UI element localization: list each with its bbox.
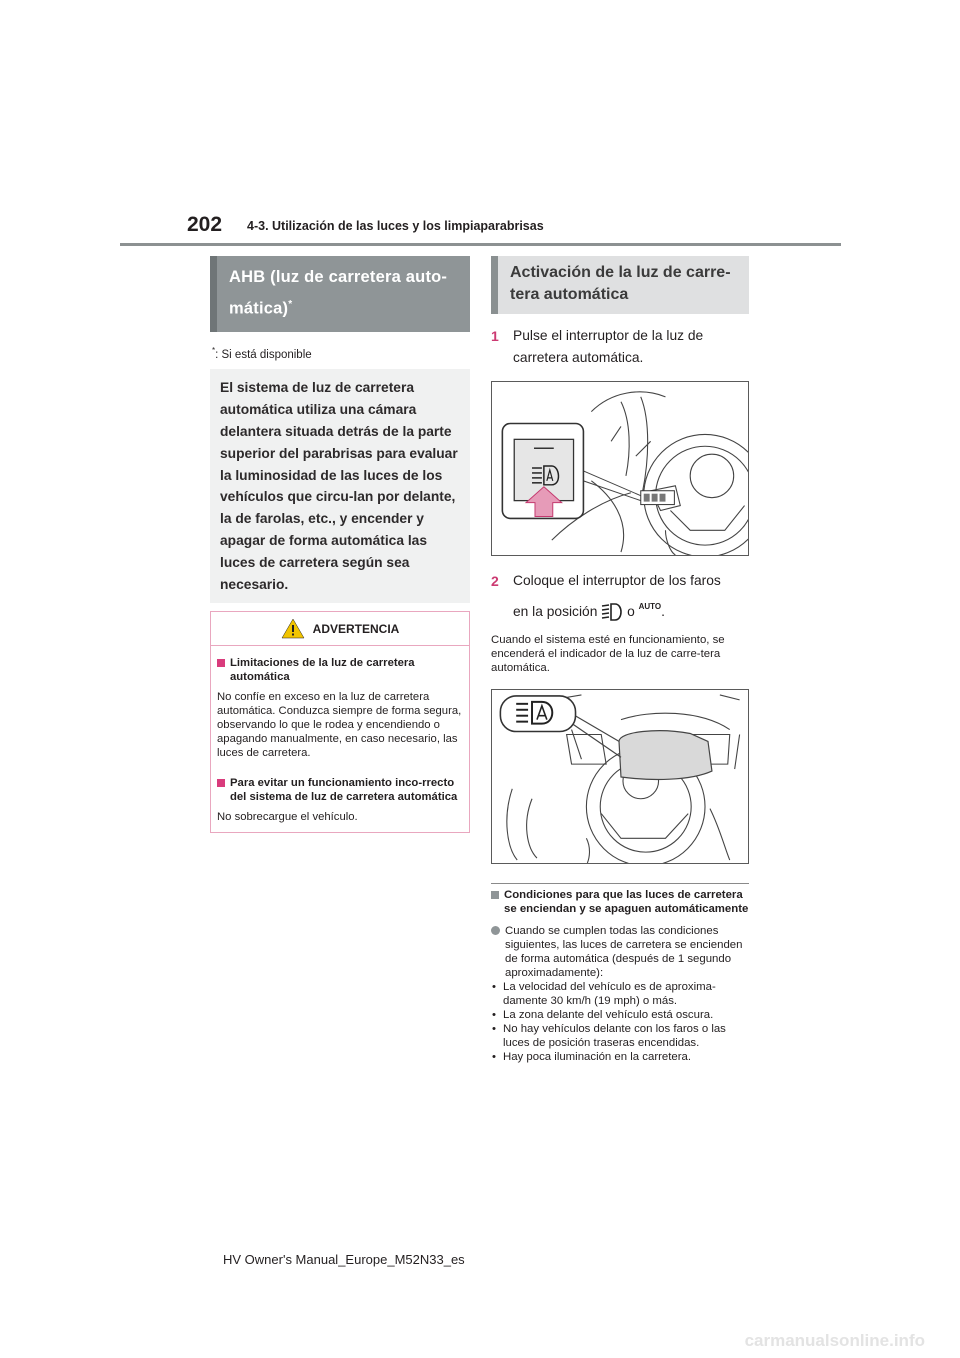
step-2-text-or: o bbox=[627, 604, 635, 619]
high-beam-icon bbox=[601, 602, 623, 622]
conditions-title: Condiciones para que las luces de carretera se enciendan y se apaguen automáticamente bbox=[504, 889, 749, 916]
intro-box: El sistema de luz de carretera automática utiliza una cámara delantera situada detrás de la parte superior del parabrisas para evaluar la luminosidad de las luces de los vehículos que circu-lan por delante, la de farolas, etc., y encender y apagar de forma automática las luces de carretera según sea necesario. bbox=[210, 369, 470, 603]
section-title-line1: AHB (luz de carretera auto- bbox=[229, 268, 448, 286]
list-item bbox=[491, 1050, 749, 1064]
title-footnote-mark: * bbox=[288, 299, 293, 310]
activation-title-line2: tera automática bbox=[510, 286, 629, 303]
warning-body bbox=[211, 646, 469, 832]
warning-item-1 bbox=[217, 656, 463, 684]
conditions-item bbox=[491, 924, 749, 980]
section-title-activation bbox=[491, 256, 749, 314]
footnote-text: : Si está disponible bbox=[215, 348, 312, 361]
conditions-bullets bbox=[491, 980, 749, 1064]
warning-box bbox=[210, 611, 470, 833]
section-title-ahb bbox=[210, 256, 470, 332]
step-2-number: 2 bbox=[491, 573, 499, 589]
activation-title-line1: Activación de la luz de carre- bbox=[510, 264, 731, 281]
section-title-line2: mática) bbox=[229, 299, 289, 318]
footnote bbox=[210, 346, 470, 361]
running-title: 4-3. Utilización de las luces y los limpiaparabrisas bbox=[247, 219, 544, 233]
step-2-text-a: Coloque el interruptor de los faros bbox=[513, 573, 721, 588]
step-2-text-b: en la posición bbox=[513, 604, 598, 619]
bullet-text: La zona delante del vehículo está oscura. bbox=[503, 1009, 714, 1022]
bullet-mark: • bbox=[492, 981, 496, 994]
warning-item-2 bbox=[217, 776, 463, 804]
conditions-intro: Cuando se cumplen todas las condiciones siguientes, las luces de carretera se encienden de forma automática (después de 1 segundo aproximadamente): bbox=[505, 925, 743, 980]
right-column bbox=[491, 256, 749, 1064]
spacer bbox=[217, 760, 463, 774]
list-item bbox=[491, 1022, 749, 1050]
step-2-text-end: . bbox=[661, 604, 665, 619]
warning-triangle-icon bbox=[281, 618, 305, 639]
square-bullet-icon bbox=[217, 779, 225, 787]
list-item bbox=[491, 1008, 749, 1022]
bullet-mark: • bbox=[492, 1009, 496, 1022]
warning-title: ADVERTENCIA bbox=[312, 621, 400, 636]
warning-item-2-text: No sobrecargue el vehículo. bbox=[217, 811, 358, 824]
step-1 bbox=[491, 325, 749, 369]
left-column bbox=[210, 256, 470, 833]
header-rule bbox=[120, 243, 841, 246]
step-2-line-b bbox=[513, 601, 721, 623]
list-item bbox=[491, 980, 749, 1008]
square-bullet-icon bbox=[217, 659, 225, 667]
step-1-number: 1 bbox=[491, 328, 499, 344]
bullet-text: La velocidad del vehículo es de aproxima-damente 30 km/h (19 mph) o más. bbox=[503, 981, 716, 1008]
circle-bullet-icon bbox=[491, 926, 500, 935]
ahb-switch-illustration bbox=[491, 381, 749, 556]
step-2-content bbox=[513, 570, 721, 623]
switch-cluster-icon bbox=[641, 491, 675, 505]
bullet-mark: • bbox=[492, 1023, 496, 1036]
auto-position-icon: AUTO bbox=[638, 602, 662, 612]
step-2 bbox=[491, 570, 749, 623]
section-title-line2-wrap bbox=[229, 291, 464, 323]
footnote-mark: * bbox=[212, 345, 216, 355]
conditions-heading bbox=[491, 888, 749, 916]
conditions-rule bbox=[491, 883, 749, 884]
watermark-text: carmanualsonline.info bbox=[744, 1331, 925, 1350]
instrument-indicator-illustration bbox=[491, 689, 749, 864]
indicator-note: Cuando el sistema esté en funcionamiento, se encenderá el indicador de la luz de carre-tera automática. bbox=[491, 634, 725, 674]
page-number: 202 bbox=[187, 213, 223, 236]
warning-item-1-text: No confíe en exceso en la luz de carretera automática. Conduzca siempre de forma segura, observando lo que le rodea y encendiendo o apagando manualmente, en caso necesario, las luces de carretera. bbox=[217, 691, 462, 760]
footer-manual-name: HV Owner's Manual_Europe_M52N33_es bbox=[223, 1252, 465, 1267]
bullet-mark: • bbox=[492, 1051, 496, 1064]
watermark-logo bbox=[730, 1329, 925, 1351]
warning-header bbox=[211, 612, 469, 646]
bullet-text: No hay vehículos delante con los faros o las luces de posición traseras encendidas. bbox=[503, 1023, 726, 1050]
warning-item-2-title: Para evitar un funcionamiento inco-rrecto del sistema de luz de carretera automática bbox=[230, 777, 458, 804]
step-1-text: Pulse el interruptor de la luz de carretera automática. bbox=[513, 328, 704, 365]
square-bullet-icon bbox=[491, 891, 499, 899]
warning-item-1-title: Limitaciones de la luz de carretera automática bbox=[230, 657, 415, 684]
bullet-text: Hay poca iluminación en la carretera. bbox=[503, 1051, 692, 1064]
